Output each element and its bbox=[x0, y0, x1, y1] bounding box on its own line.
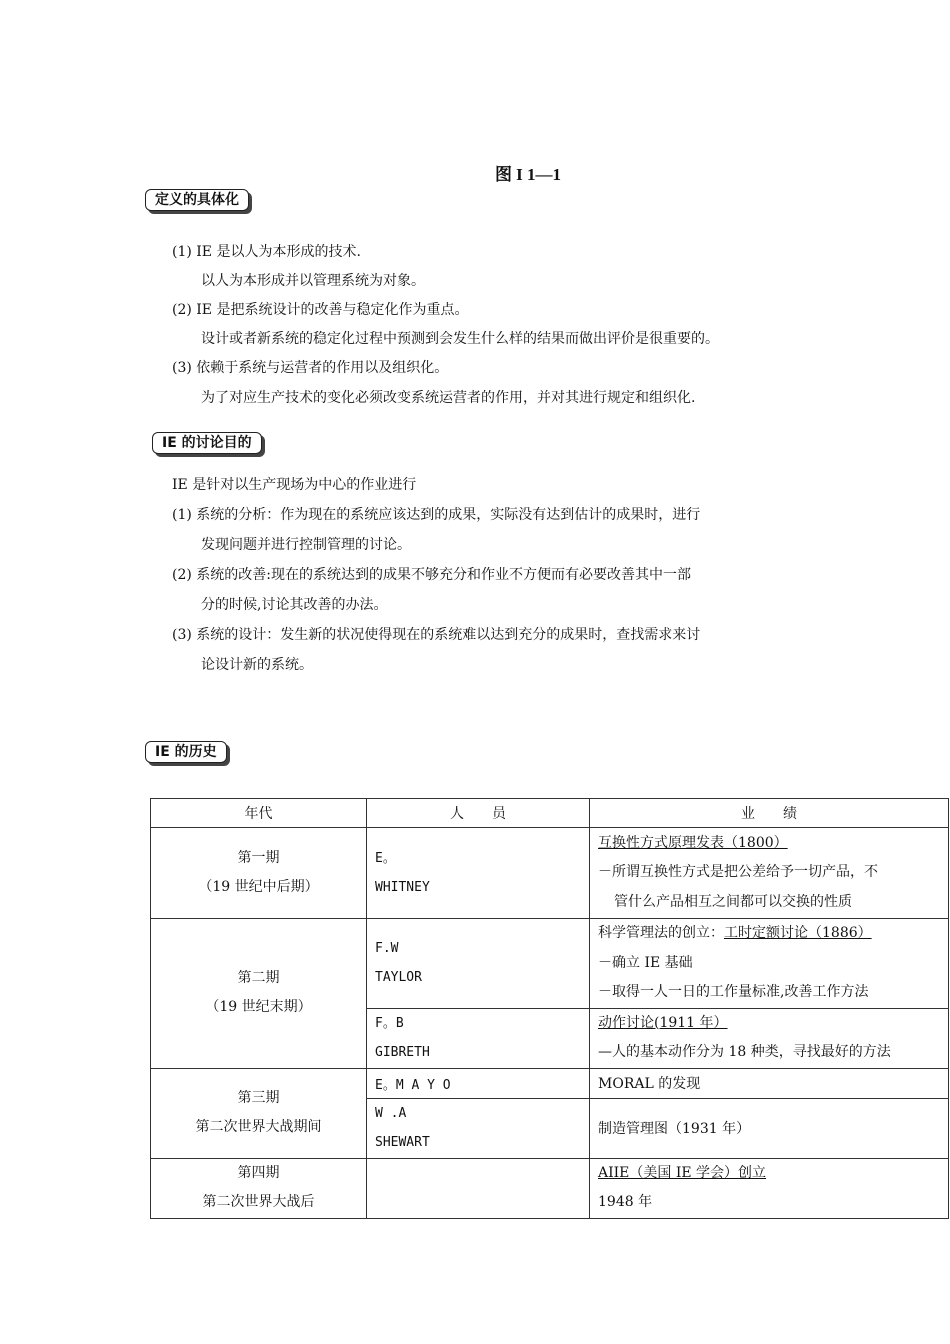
person-cell-empty bbox=[367, 1158, 590, 1218]
history-table bbox=[150, 798, 949, 1219]
definition-line-2: 以人为本形成并以管理系统为对象。 bbox=[201, 273, 425, 289]
person-line: F。B bbox=[375, 1015, 404, 1031]
person-line: GIBRETH bbox=[375, 1045, 430, 1060]
person-cell bbox=[367, 1008, 590, 1068]
achievement-line: －所谓互换性方式是把公差给予一切产品，不 bbox=[598, 864, 878, 881]
person-cell bbox=[367, 919, 590, 1009]
figure-title: 图 I 1—1 bbox=[494, 165, 562, 184]
table-header-row bbox=[151, 799, 949, 828]
purpose-line-7: 论设计新的系统。 bbox=[201, 657, 313, 673]
era-range: （19 世纪末期） bbox=[205, 999, 312, 1016]
era-name: 第二期 bbox=[237, 969, 280, 986]
purpose-line-6: (3) 系统的设计：发生新的状况使得现在的系统难以达到充分的成果时，查找需求来讨 bbox=[172, 627, 701, 643]
section-heading-definition: 定义的具体化 bbox=[145, 189, 249, 211]
person-line: E。 bbox=[375, 850, 396, 866]
achievement-title bbox=[598, 919, 948, 949]
achievement-underlined: 工时定额讨论（1886） bbox=[724, 925, 872, 941]
purpose-line-4: (2) 系统的改善:现在的系统达到的成果不够充分和作业不方便而有必要改善其中一部 bbox=[172, 567, 691, 583]
achievement-cell: MORAL 的发现 bbox=[590, 1068, 949, 1098]
table-row-period-4 bbox=[151, 1158, 949, 1218]
era-name: 第三期 bbox=[237, 1089, 280, 1106]
achievement-line: －确立 IE 基础 bbox=[598, 954, 693, 971]
person-cell: E。M A Y O bbox=[367, 1068, 590, 1098]
definition-line-1: (1) IE 是以人为本形成的技术. bbox=[172, 244, 361, 260]
era-range: 第二次世界大战期间 bbox=[195, 1119, 322, 1135]
person-line: SHEWART bbox=[375, 1135, 430, 1150]
header-achievement: 业 绩 bbox=[590, 799, 949, 828]
era-name: 第四期 bbox=[237, 1164, 280, 1181]
person-line: W .A bbox=[375, 1105, 407, 1121]
era-cell bbox=[151, 1158, 367, 1218]
person-line: WHITNEY bbox=[375, 880, 430, 895]
section-heading-history: IE 的历史 bbox=[145, 741, 227, 763]
definition-line-4: 设计或者新系统的稳定化过程中预测到会发生什么样的结果而做出评价是很重要的。 bbox=[201, 331, 719, 347]
achievement-line: —人的基本动作分为 18 种类，寻找最好的方法 bbox=[598, 1044, 891, 1060]
era-cell bbox=[151, 828, 367, 919]
achievement-cell bbox=[590, 919, 949, 1009]
table-row-period-3a bbox=[151, 1068, 949, 1098]
achievement-title: 互换性方式原理发表（1800） bbox=[598, 834, 788, 851]
achievement-cell bbox=[590, 1158, 949, 1218]
person-line: F.W bbox=[375, 940, 399, 956]
era-name: 第一期 bbox=[237, 849, 280, 866]
achievement-line: 1948 年 bbox=[598, 1194, 653, 1210]
achievement-prefix: 科学管理法的创立： bbox=[598, 925, 724, 941]
era-range: （19 世纪中后期） bbox=[198, 879, 319, 895]
section-heading-purpose: IE 的讨论目的 bbox=[152, 432, 262, 454]
purpose-line-5: 分的时候,讨论其改善的办法。 bbox=[201, 597, 388, 613]
definition-line-6: 为了对应生产技术的变化必须改变系统运营者的作用，并对其进行规定和组织化. bbox=[201, 390, 696, 406]
definition-line-3: (2) IE 是把系统设计的改善与稳定化作为重点。 bbox=[172, 302, 469, 318]
achievement-line: －取得一人一日的工作量标准,改善工作方法 bbox=[598, 984, 869, 1000]
table-row-period-1 bbox=[151, 828, 949, 919]
person-line: TAYLOR bbox=[375, 970, 422, 986]
header-person: 人 员 bbox=[367, 799, 590, 828]
achievement-line: 管什么产品相互之间都可以交换的性质 bbox=[614, 893, 852, 910]
definition-line-5: (3) 依赖于系统与运营者的作用以及组织化。 bbox=[172, 360, 449, 376]
achievement-cell: 制造管理图（1931 年） bbox=[590, 1098, 949, 1158]
achievement-title: AIIE（美国 IE 学会）创立 bbox=[598, 1164, 767, 1181]
era-cell bbox=[151, 1068, 367, 1158]
achievement-cell bbox=[590, 828, 949, 919]
purpose-line-2: (1) 系统的分析：作为现在的系统应该达到的成果，实际没有达到估计的成果时，进行 bbox=[172, 507, 701, 523]
person-cell bbox=[367, 1098, 590, 1158]
person-cell bbox=[367, 828, 590, 919]
era-range: 第二次世界大战后 bbox=[202, 1194, 315, 1210]
achievement-cell bbox=[590, 1008, 949, 1068]
era-cell bbox=[151, 919, 367, 1069]
purpose-line-3: 发现问题并进行控制管理的讨论。 bbox=[201, 537, 411, 553]
purpose-line-1: IE 是针对以生产现场为中心的作业进行 bbox=[172, 477, 417, 493]
table-row-period-2a bbox=[151, 919, 949, 1009]
header-era: 年代 bbox=[151, 799, 367, 828]
achievement-title: 动作讨论(1911 年） bbox=[598, 1014, 728, 1031]
